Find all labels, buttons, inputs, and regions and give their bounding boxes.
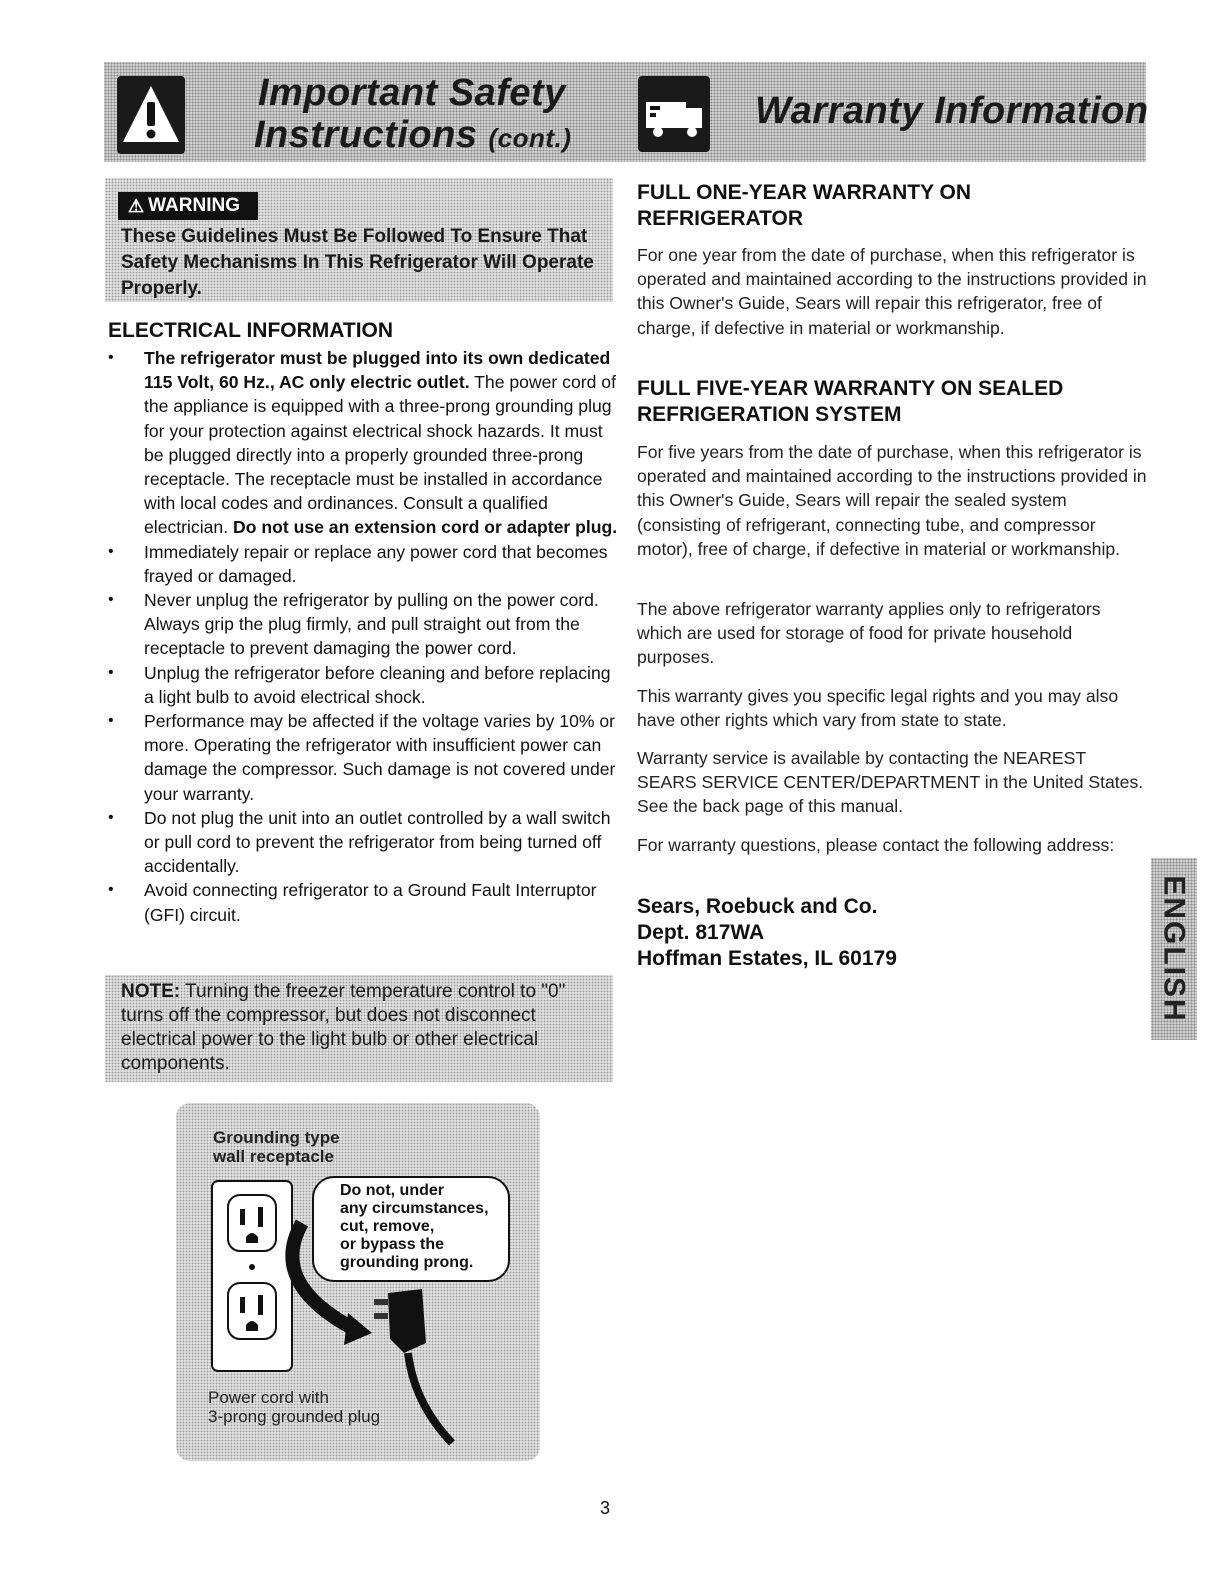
receptacle-label	[213, 1128, 340, 1166]
english-tab-label-wrap	[1151, 858, 1197, 1040]
address-line2: Dept. 817WA	[637, 921, 765, 944]
five-year-warranty-heading: FULL FIVE-YEAR WARRANTY ON SEALED REFRIGERATION SYSTEM	[637, 377, 1064, 426]
grounding-explanation: The power cord of the appliance is equipped with a three-prong grounding plug for your protection against electrical shock hazards. It must be plugged directly into a properly grounded three-prong receptacle. The receptacle must be installed in accordance with local codes and ordinances. Consult a qualified electrician.	[144, 372, 616, 538]
prong-warning-line: cut, remove,	[340, 1218, 435, 1235]
warning-triangle-icon: ⚠	[128, 195, 145, 216]
list-item: • Do not plug the unit into an outlet controlled by a wall switch or pull cord to prevent the refrigerator from being turned off accidentally.	[108, 806, 618, 879]
warning-exclamation-icon	[117, 76, 185, 154]
plug-label-line1: Power cord with	[208, 1388, 329, 1407]
safety-title-main: Instructions	[254, 114, 478, 156]
warranty-service-text: Warranty service is available by contacting the NEAREST SEARS SERVICE CENTER/DEPARTMENT in the United States. See the back page of this manual.	[637, 748, 1144, 817]
five-year-warranty-text: For five years from the date of purchase, when this refrigerator is operated and maintained according to the instructions provided in this Owner's Guide, Sears will repair the sealed system (consisting of refrigerant, connecting tube, and compressor motor), free of charge, if defective in material or workmanship.	[637, 442, 1147, 559]
warranty-applies-text: The above refrigerator warranty applies only to refrigerators which are used for storage of food for private household purposes.	[637, 599, 1101, 668]
english-tab-label: ENGLISH	[1158, 875, 1192, 1023]
receptacle-label-line2: wall receptacle	[213, 1147, 334, 1166]
warning-badge	[118, 192, 258, 220]
address-line3: Hoffman Estates, IL 60179	[637, 947, 897, 970]
warranty-questions-text: For warranty questions, please contact the following address:	[637, 835, 1115, 855]
prong-warning-line: or bypass the	[340, 1236, 445, 1253]
note-text	[121, 980, 599, 1076]
address-line1: Sears, Roebuck and Co.	[637, 895, 878, 918]
warranty-title: Warranty Information	[755, 90, 1149, 132]
list-item	[108, 346, 618, 540]
note-label: NOTE:	[121, 981, 181, 1002]
electrical-heading: ELECTRICAL INFORMATION	[108, 319, 394, 342]
prong-warning-line: any circumstances,	[340, 1200, 489, 1217]
prong-warning-line: grounding prong.	[340, 1254, 474, 1271]
outlet-requirement: The refrigerator must be plugged into its own dedicated 115 Volt, 60 Hz., AC only electric outlet.	[144, 348, 611, 393]
warning-badge-label: WARNING	[148, 195, 240, 216]
extension-cord-warning: Do not use an extension cord or adapter plug.	[233, 517, 618, 538]
safety-title-line2	[254, 114, 571, 157]
plug-label	[208, 1388, 380, 1426]
service-truck-icon	[638, 76, 710, 152]
warranty-rights-text: This warranty gives you specific legal rights and you may also have other rights which vary from state to state.	[637, 686, 1119, 731]
list-item: • Unplug the refrigerator before cleaning and before replacing a light bulb to avoid electrical shock.	[108, 661, 618, 709]
warning-text: These Guidelines Must Be Followed To Ensure That Safety Mechanisms In This Refrigerator Will Operate Properly.	[121, 226, 594, 299]
page-number: 3	[600, 1498, 611, 1518]
one-year-warranty-text: For one year from the date of purchase, when this refrigerator is operated and maintained according to the instructions provided in this Owner's Guide, Sears will repair this refrigerator, free of charge, if defective in material or workmanship.	[637, 245, 1147, 338]
one-year-warranty-heading: FULL ONE-YEAR WARRANTY ON REFRIGERATOR	[637, 181, 972, 230]
prong-warning-line: Do not, under	[340, 1182, 444, 1199]
list-item: • Performance may be affected if the voltage varies by 10% or more. Operating the refrigerator with insufficient power can damage the compressor. Such damage is not covered under your warranty.	[108, 709, 618, 806]
list-item: • Avoid connecting refrigerator to a Ground Fault Interruptor (GFI) circuit.	[108, 878, 618, 926]
receptacle-label-line1: Grounding type	[213, 1128, 340, 1147]
safety-title-line1: Important Safety	[258, 72, 566, 114]
list-item: • Immediately repair or replace any power cord that becomes frayed or damaged.	[108, 540, 618, 588]
electrical-list	[108, 346, 618, 927]
list-item: • Never unplug the refrigerator by pulling on the power cord. Always grip the plug firmly, and pull straight out from the receptacle to prevent damaging the power cord.	[108, 588, 618, 661]
sears-address	[637, 894, 897, 972]
plug-label-line2: 3-prong grounded plug	[208, 1407, 381, 1426]
safety-title-suffix: (cont.)	[488, 123, 572, 153]
prong-warning-callout	[312, 1176, 510, 1282]
note-body: Turning the freezer temperature control to "0" turns off the compressor, but does not disconnect electrical power to the light bulb or other electrical components.	[121, 981, 566, 1074]
